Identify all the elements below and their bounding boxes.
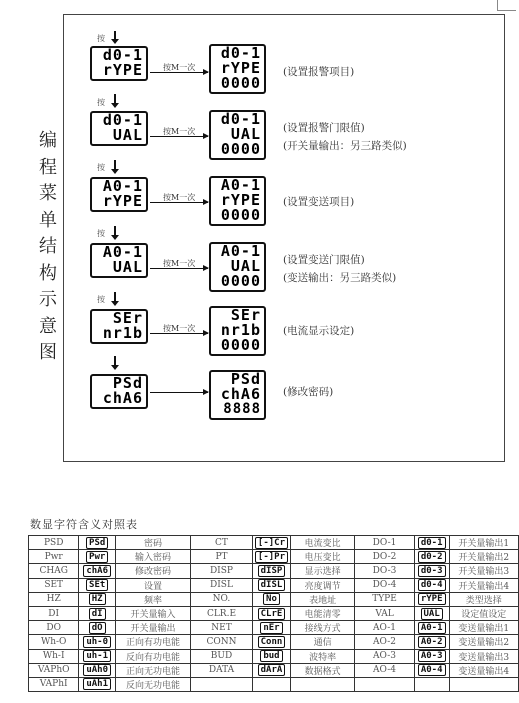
table-cell	[115, 606, 190, 620]
table-cell-text: dArA	[258, 664, 286, 676]
down-arrow-icon	[114, 226, 116, 236]
table-cell	[29, 663, 79, 677]
lcd-line: UAL	[112, 126, 143, 144]
lcd-line: UAL	[230, 257, 261, 275]
table-cell	[414, 550, 449, 564]
table-cell-text: Pwr	[86, 551, 108, 563]
table-cell	[291, 621, 355, 635]
character-reference-table	[28, 535, 519, 692]
table-cell-text: 反向无功电能	[125, 680, 180, 691]
lcd-line: d0-1	[220, 110, 261, 128]
table-cell	[252, 621, 290, 635]
lcd-line: d0-1	[220, 44, 261, 62]
description-line: (变送输出：另三路类似)	[283, 272, 397, 284]
table-cell-text: AO-2	[373, 636, 397, 647]
table-cell	[449, 578, 518, 592]
table-cell	[115, 635, 190, 649]
lcd-line: SEr	[230, 306, 261, 324]
table-cell-text: 修改密码	[134, 567, 171, 578]
table-cell	[355, 621, 415, 635]
table-cell-text: DO-2	[372, 551, 397, 562]
lcd-display	[90, 177, 148, 212]
description-line: (设置报警项目)	[283, 66, 355, 78]
press-once-label: 按M一次	[163, 259, 196, 268]
table-cell	[115, 592, 190, 606]
table-cell-text: No	[263, 593, 280, 605]
table-cell	[29, 564, 79, 578]
lcd-line: rYPE	[220, 191, 261, 209]
table-row	[29, 536, 519, 550]
lcd-display	[209, 110, 266, 160]
table-cell	[79, 649, 116, 663]
lcd-line: 0000	[220, 272, 261, 290]
table-cell-text: 变送量输出2	[458, 638, 510, 649]
down-arrow-icon	[114, 356, 116, 366]
table-cell-text: DISP	[209, 565, 233, 576]
table-cell-text: chA6	[83, 565, 111, 577]
lcd-display	[209, 44, 266, 94]
table-cell-text: A0-2	[418, 636, 446, 648]
lcd-line: A0-1	[220, 242, 261, 260]
vertical-title-char: 图	[39, 342, 57, 363]
lcd-line: 0000	[220, 140, 261, 158]
table-cell-text: AO-1	[373, 622, 397, 633]
table-cell-text: d0-1	[418, 537, 446, 549]
description-line: (设置变送门限值)	[283, 254, 365, 266]
lcd-line: A0-1	[102, 243, 143, 261]
table-cell	[291, 592, 355, 606]
table-cell	[355, 564, 415, 578]
table-cell-text: dISP	[258, 565, 286, 577]
lcd-line: UAL	[230, 125, 261, 143]
table-cell	[449, 663, 518, 677]
table-cell-text: [-]Cr	[255, 537, 288, 549]
table-cell-text: 开关量输出4	[458, 581, 510, 592]
down-arrow-icon	[114, 94, 116, 104]
table-cell	[449, 635, 518, 649]
table-cell-text: [-]Pr	[255, 551, 288, 563]
table-cell	[252, 578, 290, 592]
press-once-label: 按M一次	[163, 324, 196, 333]
lcd-line: A0-1	[220, 176, 261, 194]
lcd-display	[209, 306, 266, 356]
press-once-label: 按M一次	[163, 127, 196, 136]
table-cell-text: AO-3	[373, 651, 397, 662]
table-cell-text: SEt	[86, 579, 108, 591]
table-cell-text: d0-4	[418, 579, 446, 591]
vertical-title-char: 编	[39, 130, 57, 151]
table-cell	[191, 564, 253, 578]
lcd-line: 0000	[220, 206, 261, 224]
table-cell	[414, 592, 449, 606]
table-cell	[115, 578, 190, 592]
right-arrow-icon	[150, 392, 208, 393]
table-cell	[79, 578, 116, 592]
table-cell	[29, 550, 79, 564]
table-cell-text: TYPE	[372, 594, 397, 605]
vertical-title	[37, 128, 59, 367]
table-cell	[449, 621, 518, 635]
table-cell-text: 表地址	[309, 595, 337, 606]
table-cell-text: 电流变比	[304, 539, 341, 550]
press-label: 按	[97, 98, 105, 107]
table-cell-text: nEr	[260, 622, 282, 634]
table-cell-text: dO	[89, 622, 106, 634]
table-cell-text: d0-3	[418, 565, 446, 577]
lcd-line: PSd	[230, 370, 261, 388]
table-cell	[29, 578, 79, 592]
table-cell	[252, 606, 290, 620]
right-arrow-icon	[150, 136, 208, 137]
table-cell-text: UAL	[421, 608, 443, 620]
table-cell	[355, 649, 415, 663]
table-row	[29, 592, 519, 606]
vertical-title-char: 程	[39, 156, 57, 178]
table-cell-text: SET	[44, 580, 64, 591]
press-label: 按	[97, 295, 105, 304]
table-cell	[29, 606, 79, 620]
table-cell	[191, 550, 253, 564]
table-cell	[291, 578, 355, 592]
lcd-line: PSd	[112, 374, 143, 392]
table-cell	[355, 536, 415, 550]
table-cell-text: DO-4	[372, 580, 397, 591]
table-cell-text: PSd	[86, 537, 108, 549]
table-cell-text: Wh-O	[40, 636, 67, 647]
table-cell	[29, 649, 79, 663]
table-cell-text: 正向无功电能	[125, 666, 180, 677]
table-cell	[115, 649, 190, 663]
menu-description	[283, 119, 407, 155]
vertical-title-char: 菜	[39, 183, 57, 204]
table-cell	[414, 606, 449, 620]
table-cell	[29, 621, 79, 635]
table-cell	[449, 536, 518, 550]
table-cell	[29, 635, 79, 649]
right-arrow-icon	[150, 333, 208, 334]
table-cell	[449, 592, 518, 606]
table-cell	[291, 550, 355, 564]
lcd-display	[90, 309, 148, 344]
table-cell	[449, 677, 518, 691]
table-cell-text: 频率	[143, 595, 162, 606]
press-label: 按	[97, 163, 105, 172]
table-cell	[355, 578, 415, 592]
table-cell	[414, 663, 449, 677]
table-cell-text: 变送量输出3	[458, 652, 510, 663]
table-cell-text: HZ	[89, 593, 106, 605]
table-cell	[115, 536, 190, 550]
table-cell-text: A0-4	[418, 664, 446, 676]
table-row	[29, 663, 519, 677]
table-cell	[115, 663, 190, 677]
table-cell-text: Conn	[258, 636, 286, 648]
lcd-line: rYPE	[102, 192, 143, 210]
lcd-line: chA6	[102, 389, 143, 407]
down-arrow-icon	[114, 292, 116, 302]
table-cell-text: Pwr	[44, 551, 63, 562]
vertical-title-char: 单	[39, 209, 57, 231]
description-line: (电流显示设定)	[283, 325, 355, 337]
lcd-line: d0-1	[102, 46, 143, 64]
table-cell	[191, 578, 253, 592]
table-cell-text: bud	[260, 650, 282, 662]
table-cell	[252, 550, 290, 564]
table-cell-text: CONN	[206, 636, 237, 647]
table-cell-text: 开关量输出1	[458, 539, 510, 550]
table-cell	[79, 606, 116, 620]
right-arrow-icon	[150, 72, 208, 73]
table-cell-text: HZ	[46, 594, 61, 605]
lcd-display	[90, 46, 148, 81]
menu-description	[283, 383, 333, 401]
table-cell-text: uh-1	[83, 650, 111, 662]
table-cell-text: uAh1	[83, 678, 111, 690]
table-cell	[115, 564, 190, 578]
description-line: (修改密码)	[283, 386, 334, 398]
table-row	[29, 635, 519, 649]
table-cell-text: 类型选择	[465, 595, 502, 606]
table-cell	[115, 621, 190, 635]
table-cell-text: dI	[89, 608, 106, 620]
table-cell-text: d0-2	[418, 551, 446, 563]
table-cell-text: 接线方式	[304, 624, 341, 635]
table-cell	[449, 564, 518, 578]
table-cell	[355, 592, 415, 606]
table-cell	[291, 677, 355, 691]
menu-description	[283, 63, 354, 81]
lcd-line: nr1b	[102, 324, 143, 342]
lcd-display	[209, 176, 266, 226]
table-cell	[414, 649, 449, 663]
lcd-display	[209, 370, 266, 420]
table-cell-text: 开关量输出3	[458, 567, 510, 578]
table-cell	[191, 536, 253, 550]
table-row	[29, 606, 519, 620]
table-cell-text: 密码	[143, 539, 162, 550]
table-cell	[79, 592, 116, 606]
table-cell-text: VAPhO	[37, 665, 70, 676]
table-cell	[355, 635, 415, 649]
lcd-display	[90, 374, 148, 409]
vertical-title-char: 结	[39, 236, 57, 257]
table-cell-text: CLrE	[258, 608, 286, 620]
vertical-title-char: 意	[39, 315, 57, 337]
table-cell	[79, 663, 116, 677]
table-cell	[29, 536, 79, 550]
menu-description	[283, 322, 354, 340]
table-cell-text: uAh0	[83, 664, 111, 676]
table-row	[29, 621, 519, 635]
table-cell	[355, 550, 415, 564]
lcd-display	[90, 111, 148, 146]
table-row	[29, 649, 519, 663]
table-cell	[115, 550, 190, 564]
lcd-line: d0-1	[102, 111, 143, 129]
table-cell-text: 波特率	[309, 652, 337, 663]
table-row	[29, 564, 519, 578]
lcd-line: rYPE	[220, 59, 261, 77]
press-once-label: 按M一次	[163, 193, 196, 202]
table-cell-text: DO-3	[372, 565, 397, 576]
table-cell	[414, 621, 449, 635]
table-cell	[191, 635, 253, 649]
table-cell	[252, 677, 290, 691]
table-cell-text: dISL	[258, 579, 286, 591]
table-cell	[414, 536, 449, 550]
table-cell-text: DISL	[210, 580, 233, 591]
table-cell	[252, 635, 290, 649]
table-cell	[414, 578, 449, 592]
table-cell	[291, 635, 355, 649]
table-cell-text: A0-3	[418, 650, 446, 662]
table-cell-text: rYPE	[418, 593, 446, 605]
table-cell-text: AO-4	[373, 665, 397, 676]
vertical-title-char: 示	[39, 289, 57, 310]
table-cell	[252, 663, 290, 677]
table-cell	[355, 606, 415, 620]
table-cell	[191, 663, 253, 677]
table-cell	[115, 677, 190, 691]
table-cell	[414, 635, 449, 649]
table-cell	[355, 663, 415, 677]
table-cell-text: CHAG	[39, 565, 68, 576]
menu-description	[283, 251, 396, 287]
table-title: 数显字符含义对照表	[30, 518, 138, 531]
table-cell-text: 正向有功电能	[125, 638, 180, 649]
table-cell	[79, 635, 116, 649]
vertical-title-char: 构	[39, 262, 57, 284]
lcd-line: UAL	[112, 258, 143, 276]
table-row	[29, 550, 519, 564]
table-cell-text: VAPhI	[39, 679, 68, 690]
table-cell-text: BUD	[210, 651, 233, 662]
right-arrow-icon	[150, 202, 208, 203]
table-cell-text: uh-0	[83, 636, 111, 648]
table-cell	[252, 592, 290, 606]
table-cell	[291, 663, 355, 677]
table-cell-text: 设置	[143, 581, 162, 592]
table-cell-text: 开关量输入	[130, 610, 176, 621]
down-arrow-icon	[114, 31, 116, 40]
page-corner-mark	[497, 0, 516, 11]
table-cell	[252, 536, 290, 550]
table-cell	[79, 677, 116, 691]
press-label: 按	[97, 229, 105, 238]
table-cell	[449, 606, 518, 620]
table-cell-text: 变送量输出4	[458, 666, 510, 677]
table-cell	[29, 677, 79, 691]
table-cell	[191, 649, 253, 663]
table-cell-text: PSD	[43, 537, 64, 548]
table-cell-text: 显示选择	[304, 567, 341, 578]
lcd-line: chA6	[220, 385, 261, 403]
table-cell	[191, 606, 253, 620]
table-cell-text: 数据格式	[304, 666, 341, 677]
lcd-line: nr1b	[220, 321, 261, 339]
table-cell	[79, 550, 116, 564]
table-cell-text: PT	[215, 551, 228, 562]
description-line: (开关量输出：另三路类似)	[283, 140, 407, 152]
table-cell	[191, 677, 253, 691]
table-cell-text: DO	[46, 622, 61, 633]
table-cell	[449, 649, 518, 663]
table-cell	[449, 550, 518, 564]
table-cell-text: CT	[215, 537, 228, 548]
table-cell	[252, 564, 290, 578]
table-cell	[191, 592, 253, 606]
table-row	[29, 578, 519, 592]
lcd-display	[90, 243, 148, 278]
table-cell	[291, 606, 355, 620]
lcd-line: 0000	[220, 336, 261, 354]
table-cell	[79, 536, 116, 550]
table-cell-text: NET	[211, 622, 232, 633]
table-cell-text: DI	[48, 608, 60, 619]
lcd-line: rYPE	[102, 61, 143, 79]
table-cell	[291, 649, 355, 663]
table-cell-text: DO-1	[372, 537, 397, 548]
table-cell-text: 输入密码	[134, 553, 171, 564]
lcd-display	[209, 242, 266, 292]
table-cell-text: 开关量输出2	[458, 553, 510, 564]
right-arrow-icon	[150, 268, 208, 269]
table-cell	[414, 564, 449, 578]
table-cell	[252, 649, 290, 663]
table-cell	[291, 536, 355, 550]
press-label: 按	[97, 34, 105, 43]
table-row	[29, 677, 519, 691]
lcd-line: A0-1	[102, 177, 143, 195]
table-cell-text: VAL	[375, 608, 394, 619]
table-cell-text: CLR.E	[206, 608, 237, 619]
table-cell	[355, 677, 415, 691]
lcd-line: 0000	[220, 74, 261, 92]
table-cell-text: DATA	[208, 665, 235, 676]
press-once-label: 按M一次	[163, 63, 196, 72]
description-line: (设置报警门限值)	[283, 122, 365, 134]
table-cell	[191, 621, 253, 635]
down-arrow-icon	[114, 160, 116, 170]
description-line: (设置变送项目)	[283, 196, 355, 208]
table-cell-text: 通信	[313, 638, 332, 649]
table-cell-text: 电压变比	[304, 553, 341, 564]
table-cell-text: 变送量输出1	[458, 624, 510, 635]
table-cell-text: 反向有功电能	[125, 652, 180, 663]
table-cell	[29, 592, 79, 606]
table-cell-text: NO.	[212, 594, 231, 605]
table-cell-text: 设定值设定	[461, 610, 507, 621]
table-cell-text: Wh-I	[42, 651, 65, 662]
table-cell-text: 开关量输出	[130, 624, 176, 635]
table-cell	[291, 564, 355, 578]
lcd-line: SEr	[112, 309, 143, 327]
table-cell-text: 亮度调节	[304, 581, 341, 592]
table-cell	[79, 564, 116, 578]
table-cell	[414, 677, 449, 691]
table-cell	[79, 621, 116, 635]
lcd-line: 8888	[223, 401, 261, 417]
table-cell-text: A0-1	[418, 622, 446, 634]
table-cell-text: 电能清零	[304, 610, 341, 621]
menu-description	[283, 193, 354, 211]
